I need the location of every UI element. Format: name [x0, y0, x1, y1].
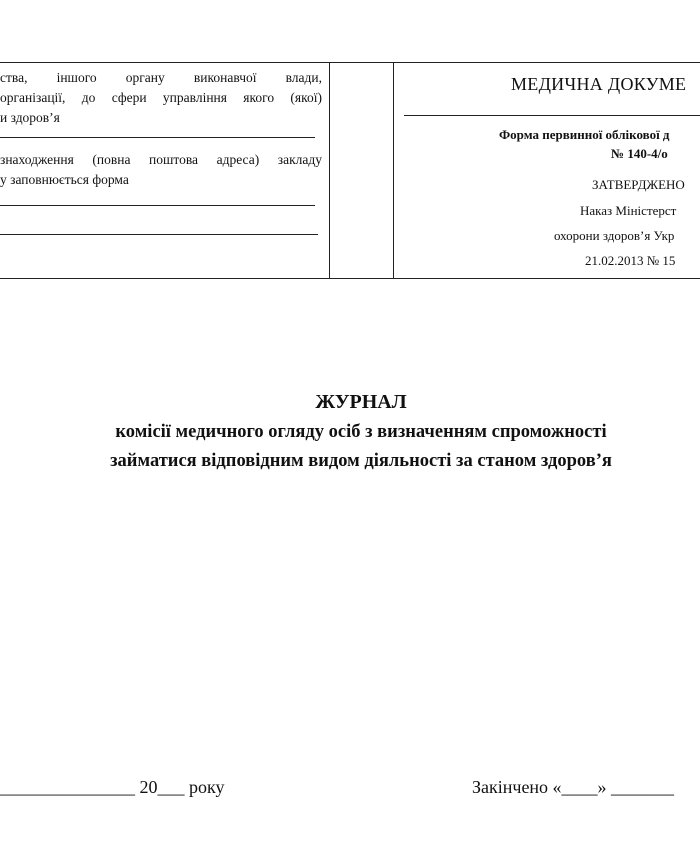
header-bottom-border: [0, 278, 700, 279]
address-line-2: у заповнюється форма: [0, 172, 129, 187]
order-line-1: Наказ Міністерст: [580, 203, 677, 218]
order-line-2: охорони здоров’я Укр: [554, 228, 675, 243]
header-top-border: [0, 62, 700, 63]
order-date: 21.02.2013 № 15: [585, 253, 676, 268]
address-line-1: знаходження (повна поштова адреса) закладу: [0, 152, 322, 167]
ministry-line-3: и здоров’я: [0, 110, 60, 125]
documentation-title-underline: [404, 115, 700, 116]
approved-label: ЗАТВЕРДЖЕНО: [592, 177, 685, 192]
header-divider-1: [329, 62, 330, 278]
finished-date-line: Закінчено «____» _______: [472, 777, 675, 797]
form-number: № 140-4/о: [611, 146, 668, 161]
journal-subtitle-1: комісії медичного огляду осіб з визначенням спроможності: [115, 422, 607, 442]
ministry-line-2: організації, до сфери управління якого (якої): [0, 90, 322, 105]
medical-documentation-title: МЕДИЧНА ДОКУМЕ: [511, 74, 687, 94]
ministry-fill-line: [0, 137, 315, 138]
address-fill-line-1: [0, 205, 315, 206]
ministry-line-1: ства, іншого органу виконавчої влади,: [0, 70, 322, 85]
started-date-line: _______________ 20___ року: [0, 777, 225, 797]
address-fill-line-2: [0, 234, 318, 235]
journal-subtitle-2: займатися відповідним видом діяльності за станом здоров’я: [110, 451, 612, 471]
header-divider-2: [393, 62, 394, 278]
journal-title: ЖУРНАЛ: [315, 391, 407, 413]
form-line-1: Форма первинної облікової д: [499, 127, 670, 142]
